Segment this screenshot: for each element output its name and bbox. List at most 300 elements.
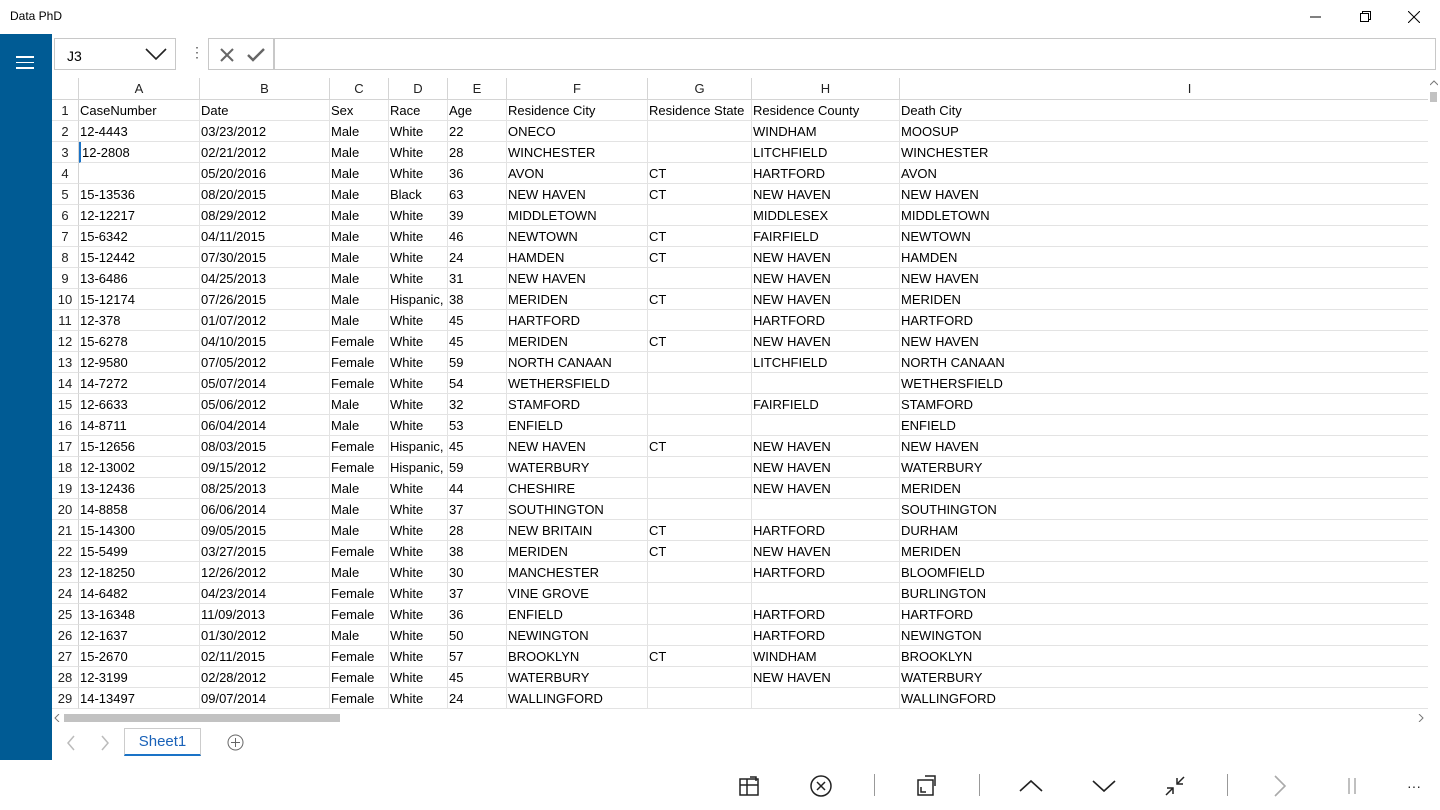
vertical-scrollbar[interactable] [1428,78,1440,712]
grid-cell[interactable]: MERIDEN [900,478,1440,499]
grid-cell[interactable]: BLOOMFIELD [900,562,1440,583]
grid-cell[interactable]: NEW HAVEN [507,184,648,205]
column-header-c[interactable]: C [330,78,389,99]
grid-cell[interactable]: WATERBURY [900,667,1440,688]
grid-cell[interactable]: 38 [448,541,507,562]
grid-cell[interactable]: 53 [448,415,507,436]
grid-cell[interactable]: MIDDLETOWN [900,205,1440,226]
grid-cell[interactable]: CT [648,520,752,541]
grid-cell[interactable]: 30 [448,562,507,583]
grid-cell[interactable]: NEW HAVEN [752,541,900,562]
more-icon[interactable]: ··· [1407,778,1421,794]
grid-cell[interactable]: White [389,268,448,289]
grid-cell[interactable]: 14-8711 [79,415,200,436]
add-sheet-icon[interactable] [227,734,244,751]
row-header[interactable]: 5 [52,184,79,205]
grid-cell[interactable] [648,121,752,142]
row-header[interactable]: 25 [52,604,79,625]
grid-cell[interactable]: 14-8858 [79,499,200,520]
grid-cell[interactable]: Hispanic, [389,289,448,310]
grid-cell[interactable]: 36 [448,604,507,625]
row-header[interactable]: 14 [52,373,79,394]
grid-cell[interactable]: BURLINGTON [900,583,1440,604]
grid-cell[interactable]: NEWTOWN [900,226,1440,247]
grid-cell[interactable]: ENFIELD [507,415,648,436]
grid-cell[interactable]: 12-13002 [79,457,200,478]
grid-cell[interactable]: AVON [507,163,648,184]
grid-cell[interactable]: 50 [448,625,507,646]
grid-cell[interactable]: ENFIELD [507,604,648,625]
column-header-d[interactable]: D [389,78,448,99]
grid-cell[interactable]: 03/23/2012 [200,121,330,142]
grid-cell[interactable]: STAMFORD [507,394,648,415]
grid-cell[interactable]: HARTFORD [752,310,900,331]
grid-cell[interactable]: NEW HAVEN [752,289,900,310]
grid-cell[interactable]: MERIDEN [507,541,648,562]
grid-cell[interactable]: 12/26/2012 [200,562,330,583]
grid-cell[interactable]: White [389,205,448,226]
row-header[interactable]: 28 [52,667,79,688]
grid-cell[interactable]: CT [648,646,752,667]
grid-cell[interactable]: 12-9580 [79,352,200,373]
column-header-a[interactable]: A [79,78,200,99]
grid-cell[interactable]: CT [648,541,752,562]
grid-cell[interactable]: Death City [900,100,1440,121]
grid-cell[interactable]: Male [330,394,389,415]
grid-cell[interactable]: Black [389,184,448,205]
grid-cell[interactable]: White [389,478,448,499]
grid-cell[interactable]: FAIRFIELD [752,394,900,415]
grid-cell[interactable]: 38 [448,289,507,310]
grid-cell[interactable]: HARTFORD [752,520,900,541]
column-header-b[interactable]: B [200,78,330,99]
grid-cell[interactable]: NORTH CANAAN [900,352,1440,373]
cancel-icon[interactable] [219,47,235,63]
grid-cell[interactable]: 54 [448,373,507,394]
grid-cell[interactable]: NEWINGTON [507,625,648,646]
grid-cell[interactable]: WINCHESTER [900,142,1440,163]
grid-cell[interactable]: 14-6482 [79,583,200,604]
grid-cell[interactable]: CT [648,247,752,268]
grid-cell[interactable]: HARTFORD [900,310,1440,331]
grid-cell[interactable]: White [389,163,448,184]
restore-button[interactable] [1342,0,1390,34]
grid-cell[interactable]: NEWINGTON [900,625,1440,646]
grid-cell[interactable]: 06/04/2014 [200,415,330,436]
grid-cell[interactable]: CT [648,163,752,184]
grid-cell[interactable]: FAIRFIELD [752,226,900,247]
grid-cell[interactable]: 11/09/2013 [200,604,330,625]
grid-cell[interactable]: 37 [448,499,507,520]
grid-cell[interactable]: NEW HAVEN [900,268,1440,289]
grid-cell[interactable] [752,583,900,604]
grid-cell[interactable]: Female [330,352,389,373]
grid-cell[interactable]: NEW HAVEN [900,436,1440,457]
pause-icon[interactable] [1338,772,1366,800]
collapse-icon[interactable] [1161,772,1189,800]
grid-cell[interactable]: 12-1637 [79,625,200,646]
grid-cell[interactable]: BROOKLYN [900,646,1440,667]
grid-cell[interactable]: 13-12436 [79,478,200,499]
grid-cell[interactable]: White [389,352,448,373]
grid-cell[interactable]: 45 [448,667,507,688]
grid-cell[interactable]: 08/25/2013 [200,478,330,499]
grid-cell[interactable]: Female [330,688,389,709]
grid-cell[interactable]: 12-4443 [79,121,200,142]
grid-cell[interactable]: Female [330,373,389,394]
grid-cell[interactable] [648,352,752,373]
row-header[interactable]: 11 [52,310,79,331]
grid-cell[interactable]: 15-6278 [79,331,200,352]
grid-cell[interactable]: 45 [448,331,507,352]
grid-cell[interactable]: NEW HAVEN [752,457,900,478]
column-header-g[interactable]: G [648,78,752,99]
grid-cell[interactable]: HARTFORD [752,163,900,184]
grid-cell[interactable]: White [389,688,448,709]
grid-cell[interactable]: WALLINGFORD [507,688,648,709]
grid-cell[interactable]: Female [330,331,389,352]
grid-cell[interactable]: CT [648,331,752,352]
grid-cell[interactable]: Female [330,541,389,562]
grid-cell[interactable]: 08/29/2012 [200,205,330,226]
row-header[interactable]: 12 [52,331,79,352]
close-button[interactable] [1390,0,1438,34]
grid-cell[interactable]: 07/30/2015 [200,247,330,268]
grid-cell[interactable]: LITCHFIELD [752,352,900,373]
grid-cell[interactable]: Residence City [507,100,648,121]
row-header[interactable]: 24 [52,583,79,604]
grid-cell[interactable]: 12-6633 [79,394,200,415]
grid-cell[interactable]: White [389,562,448,583]
grid-cell[interactable]: 28 [448,142,507,163]
row-header[interactable]: 13 [52,352,79,373]
row-header[interactable]: 1 [52,100,79,121]
grid-cell[interactable]: 02/21/2012 [200,142,330,163]
grid-cell[interactable]: Male [330,562,389,583]
grid-cell[interactable] [648,205,752,226]
grid-cell[interactable]: NEW HAVEN [752,247,900,268]
grid-cell[interactable]: WATERBURY [900,457,1440,478]
grid-cell[interactable]: White [389,331,448,352]
grid-cell[interactable]: 13-16348 [79,604,200,625]
grid-cell[interactable]: White [389,310,448,331]
grid-cell[interactable]: White [389,646,448,667]
grid-cell[interactable] [648,667,752,688]
grid-cell[interactable]: NEW HAVEN [752,331,900,352]
grid-cell[interactable] [648,499,752,520]
grid-cell[interactable]: HAMDEN [507,247,648,268]
row-header[interactable]: 6 [52,205,79,226]
grid-cell[interactable]: Male [330,184,389,205]
grid-cell[interactable]: 12-2808 [79,142,200,163]
grid-cell[interactable] [752,373,900,394]
grid-cell[interactable]: White [389,226,448,247]
grid-cell[interactable]: MERIDEN [507,331,648,352]
grid-cell[interactable] [752,688,900,709]
grid-cell[interactable] [648,415,752,436]
grid-cell[interactable] [648,583,752,604]
grid-cell[interactable]: 46 [448,226,507,247]
spreadsheet-grid[interactable] [52,78,1440,712]
grid-cell[interactable]: Male [330,415,389,436]
grid-cell[interactable]: LITCHFIELD [752,142,900,163]
grid-cell[interactable]: 15-12442 [79,247,200,268]
grid-cell[interactable]: HARTFORD [507,310,648,331]
horizontal-scrollbar[interactable] [52,712,1428,724]
grid-cell[interactable]: HARTFORD [752,562,900,583]
grid-cell[interactable]: WINCHESTER [507,142,648,163]
grid-cell[interactable]: 22 [448,121,507,142]
grid-cell[interactable]: Female [330,667,389,688]
grid-cell[interactable]: 32 [448,394,507,415]
grid-cell[interactable]: 04/10/2015 [200,331,330,352]
next-sheet-icon[interactable] [100,735,110,751]
grid-cell[interactable]: 09/05/2015 [200,520,330,541]
grid-cell[interactable]: NORTH CANAAN [507,352,648,373]
grid-cell[interactable]: Male [330,142,389,163]
grid-cell[interactable]: White [389,520,448,541]
grid-cell[interactable]: VINE GROVE [507,583,648,604]
grid-cell[interactable]: White [389,625,448,646]
grid-cell[interactable]: 07/05/2012 [200,352,330,373]
grid-cell[interactable]: Female [330,436,389,457]
grid-cell[interactable]: White [389,142,448,163]
grid-cell[interactable] [79,163,200,184]
grid-cell[interactable]: WETHERSFIELD [900,373,1440,394]
grid-cell[interactable]: 63 [448,184,507,205]
grid-cell[interactable]: MERIDEN [900,541,1440,562]
grid-cell[interactable]: CT [648,226,752,247]
grid-cell[interactable]: MIDDLESEX [752,205,900,226]
clear-icon[interactable] [807,772,835,800]
grid-cell[interactable]: 15-2670 [79,646,200,667]
grid-cell[interactable]: AVON [900,163,1440,184]
grid-cell[interactable]: 12-12217 [79,205,200,226]
grid-cell[interactable] [648,562,752,583]
grid-cell[interactable]: 02/28/2012 [200,667,330,688]
freeze-panes-icon[interactable] [735,772,763,800]
grid-cell[interactable]: ONECO [507,121,648,142]
grid-cell[interactable]: 15-12656 [79,436,200,457]
grid-cell[interactable]: HAMDEN [900,247,1440,268]
column-header-i[interactable]: I [900,78,1440,99]
grid-cell[interactable]: WATERBURY [507,457,648,478]
name-box[interactable] [54,38,176,70]
grid-cell[interactable] [648,478,752,499]
grid-cell[interactable]: WETHERSFIELD [507,373,648,394]
column-header-f[interactable]: F [507,78,648,99]
grid-cell[interactable]: 57 [448,646,507,667]
grid-cell[interactable]: White [389,604,448,625]
grid-cell[interactable]: 14-13497 [79,688,200,709]
grid-cell[interactable] [648,625,752,646]
select-all-corner[interactable] [52,78,79,99]
grid-cell[interactable]: Male [330,520,389,541]
grid-cell[interactable]: 09/15/2012 [200,457,330,478]
grid-cell[interactable]: Male [330,205,389,226]
grid-cell[interactable]: White [389,583,448,604]
grid-cell[interactable]: White [389,373,448,394]
grid-cell[interactable]: WATERBURY [507,667,648,688]
grid-cell[interactable]: 05/06/2012 [200,394,330,415]
grid-cell[interactable]: Sex [330,100,389,121]
grid-cell[interactable]: 59 [448,352,507,373]
grid-cell[interactable]: Hispanic, [389,436,448,457]
row-header[interactable]: 3 [52,142,79,163]
grid-cell[interactable]: NEW BRITAIN [507,520,648,541]
prev-sheet-icon[interactable] [66,735,76,751]
grid-cell[interactable]: White [389,415,448,436]
row-header[interactable]: 18 [52,457,79,478]
grid-cell[interactable]: NEW HAVEN [900,331,1440,352]
row-header[interactable]: 19 [52,478,79,499]
row-header[interactable]: 21 [52,520,79,541]
row-header[interactable]: 7 [52,226,79,247]
grid-cell[interactable]: Age [448,100,507,121]
grid-cell[interactable]: Hispanic, [389,457,448,478]
grid-cell[interactable]: MERIDEN [507,289,648,310]
grid-cell[interactable]: 07/26/2015 [200,289,330,310]
grid-cell[interactable]: Male [330,226,389,247]
grid-cell[interactable]: White [389,541,448,562]
grid-cell[interactable]: Female [330,646,389,667]
grid-cell[interactable]: NEW HAVEN [900,184,1440,205]
grid-cell[interactable]: NEW HAVEN [752,184,900,205]
grid-cell[interactable]: Male [330,478,389,499]
sheet-tab-sheet1[interactable]: Sheet1 [124,728,201,756]
grid-cell[interactable]: 12-378 [79,310,200,331]
grid-cell[interactable]: NEW HAVEN [752,478,900,499]
grid-cell[interactable]: CT [648,289,752,310]
grid-cell[interactable]: 12-3199 [79,667,200,688]
grid-cell[interactable]: 39 [448,205,507,226]
grid-cell[interactable]: 24 [448,247,507,268]
grid-cell[interactable]: White [389,667,448,688]
grid-cell[interactable] [648,604,752,625]
grid-cell[interactable]: 02/11/2015 [200,646,330,667]
grid-cell[interactable]: 03/27/2015 [200,541,330,562]
grid-cell[interactable]: MERIDEN [900,289,1440,310]
grid-cell[interactable]: 05/20/2016 [200,163,330,184]
grid-cell[interactable]: 24 [448,688,507,709]
grid-cell[interactable]: 12-18250 [79,562,200,583]
grid-cell[interactable] [648,394,752,415]
grid-cell[interactable]: 14-7272 [79,373,200,394]
grid-cell[interactable]: 44 [448,478,507,499]
grid-cell[interactable]: WINDHAM [752,121,900,142]
grid-cell[interactable]: 08/20/2015 [200,184,330,205]
grid-cell[interactable]: NEW HAVEN [752,268,900,289]
grid-cell[interactable]: Female [330,604,389,625]
grid-cell[interactable]: Male [330,268,389,289]
grid-cell[interactable]: CT [648,436,752,457]
grid-cell[interactable]: BROOKLYN [507,646,648,667]
grid-cell[interactable]: 31 [448,268,507,289]
grid-cell[interactable]: White [389,121,448,142]
row-header[interactable]: 27 [52,646,79,667]
column-header-h[interactable]: H [752,78,900,99]
row-header[interactable]: 17 [52,436,79,457]
grid-cell[interactable]: 45 [448,310,507,331]
row-header[interactable]: 29 [52,688,79,709]
grid-cell[interactable]: ENFIELD [900,415,1440,436]
grid-cell[interactable]: 37 [448,583,507,604]
row-header[interactable]: 26 [52,625,79,646]
resize-icon[interactable] [912,772,940,800]
grid-cell[interactable] [648,142,752,163]
grid-cell[interactable]: CHESHIRE [507,478,648,499]
grid-cell[interactable]: Residence State [648,100,752,121]
column-header-e[interactable]: E [448,78,507,99]
grid-cell[interactable] [648,688,752,709]
grid-cell[interactable]: NEW HAVEN [752,667,900,688]
grid-cell[interactable] [648,268,752,289]
grid-cell[interactable]: 15-5499 [79,541,200,562]
grid-cell[interactable]: WINDHAM [752,646,900,667]
grid-cell[interactable]: Race [389,100,448,121]
row-header[interactable]: 15 [52,394,79,415]
grid-cell[interactable]: HARTFORD [752,604,900,625]
grid-cell[interactable]: Female [330,457,389,478]
grid-cell[interactable]: 01/07/2012 [200,310,330,331]
row-header[interactable]: 9 [52,268,79,289]
grid-cell[interactable]: 09/07/2014 [200,688,330,709]
grid-cell[interactable]: Male [330,121,389,142]
row-header[interactable]: 8 [52,247,79,268]
row-header[interactable]: 20 [52,499,79,520]
grid-cell[interactable]: Male [330,289,389,310]
grid-cell[interactable]: 15-12174 [79,289,200,310]
grid-cell[interactable]: STAMFORD [900,394,1440,415]
grid-cell[interactable]: 08/03/2015 [200,436,330,457]
grid-cell[interactable]: 06/06/2014 [200,499,330,520]
grid-cell[interactable]: NEW HAVEN [507,268,648,289]
grid-cell[interactable]: White [389,394,448,415]
grid-cell[interactable]: White [389,499,448,520]
grid-cell[interactable]: Male [330,625,389,646]
grid-cell[interactable]: HARTFORD [752,625,900,646]
grid-cell[interactable]: White [389,247,448,268]
grid-cell[interactable]: 04/11/2015 [200,226,330,247]
grid-cell[interactable] [752,415,900,436]
grid-cell[interactable]: Male [330,247,389,268]
horizontal-scroll-thumb[interactable] [64,714,340,722]
grid-cell[interactable]: NEWTOWN [507,226,648,247]
scroll-up-icon[interactable] [1017,772,1045,800]
grid-cell[interactable]: DURHAM [900,520,1440,541]
grid-cell[interactable]: 01/30/2012 [200,625,330,646]
grid-cell[interactable]: MIDDLETOWN [507,205,648,226]
grid-cell[interactable]: 04/23/2014 [200,583,330,604]
row-header[interactable]: 23 [52,562,79,583]
grid-cell[interactable]: 28 [448,520,507,541]
row-header[interactable]: 10 [52,289,79,310]
grid-cell[interactable]: HARTFORD [900,604,1440,625]
grid-cell[interactable]: 15-13536 [79,184,200,205]
grid-cell[interactable] [648,373,752,394]
grid-cell[interactable]: Male [330,499,389,520]
forward-icon[interactable] [1266,772,1294,800]
grid-cell[interactable]: CaseNumber [79,100,200,121]
grid-cell[interactable]: MOOSUP [900,121,1440,142]
hamburger-menu-icon[interactable] [16,56,34,70]
scroll-down-icon[interactable] [1090,772,1118,800]
row-header[interactable]: 4 [52,163,79,184]
grid-cell[interactable]: 59 [448,457,507,478]
grid-cell[interactable]: MANCHESTER [507,562,648,583]
row-header[interactable]: 22 [52,541,79,562]
grid-cell[interactable] [648,457,752,478]
